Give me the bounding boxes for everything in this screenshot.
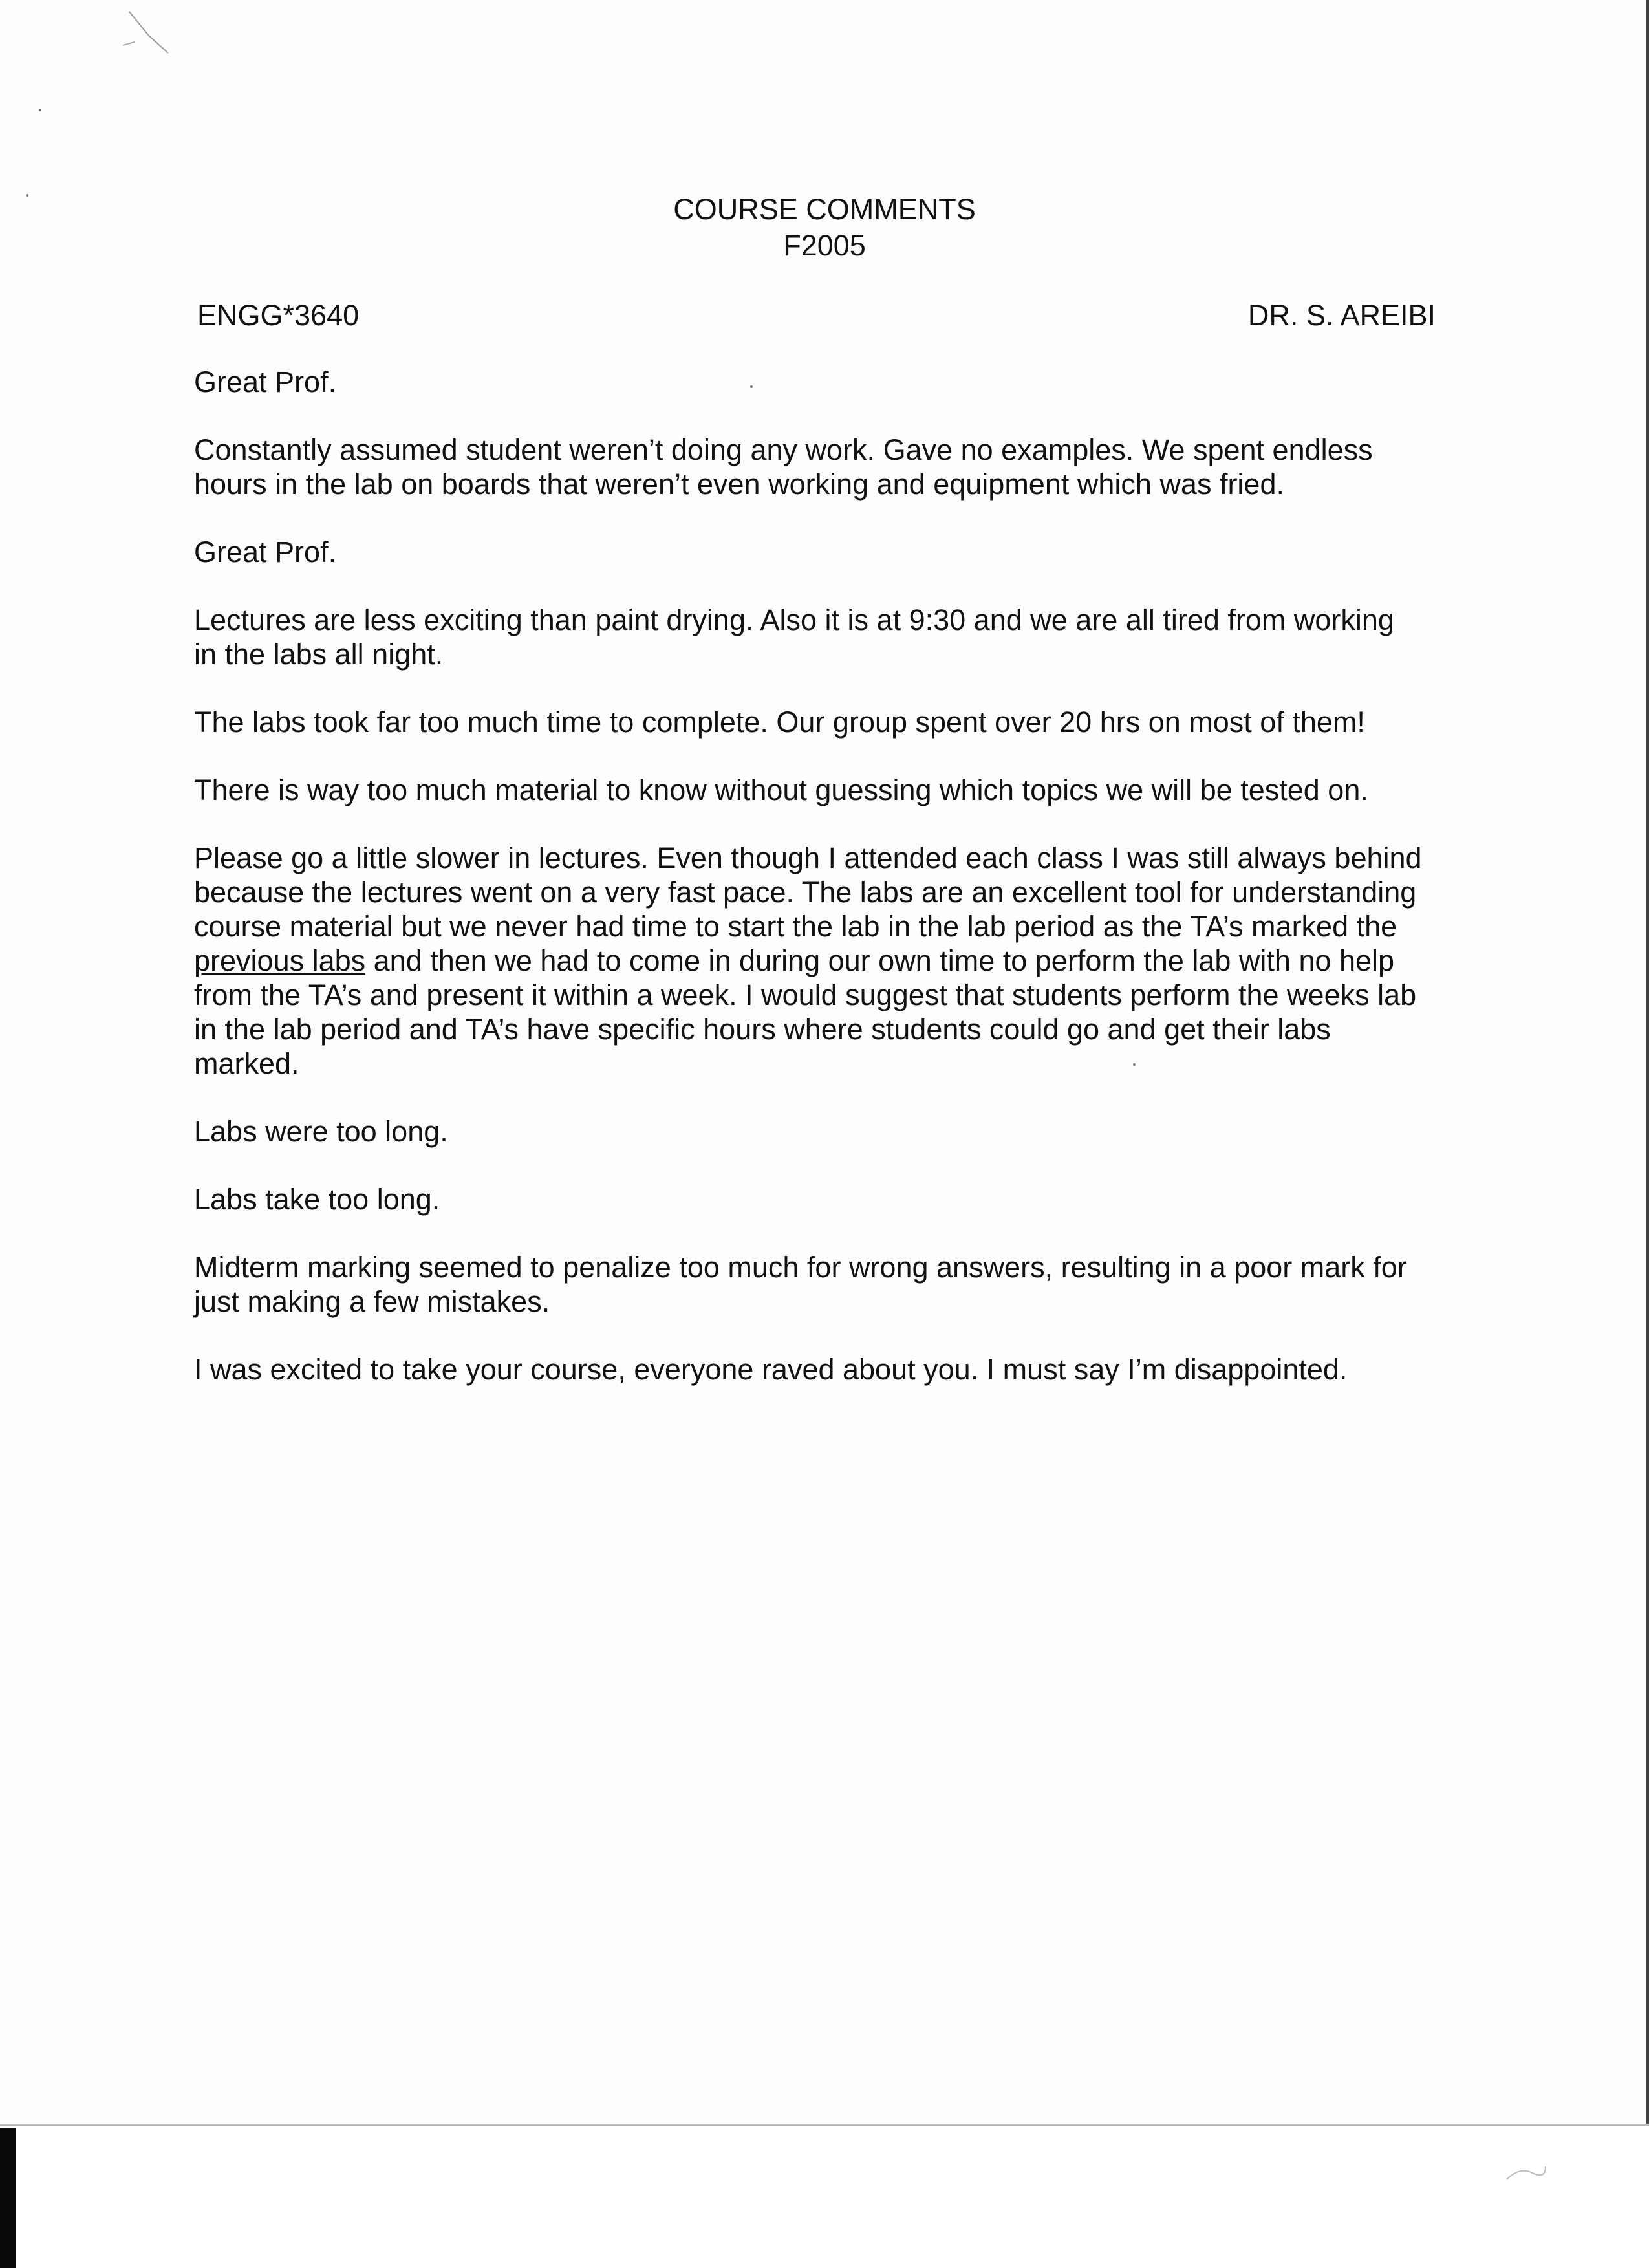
comment-line: Great Prof.	[194, 365, 337, 398]
comment-item	[194, 773, 1455, 807]
scan-mark	[123, 6, 181, 58]
instructor-name: DR. S. AREIBI	[1247, 299, 1436, 332]
comment-line-rest: and then we had to come in during our own time to perform the lab with no help	[365, 944, 1395, 977]
comment-line: in the lab period and TA’s have specific hours where students could go and get their labs	[194, 1013, 1331, 1046]
comment-line: Midterm marking seemed to penalize too much for wrong answers, resulting in a poor mark for	[194, 1251, 1407, 1284]
comment-line: I was excited to take your course, everyone raved about you. I must say I’m disappointed.	[194, 1353, 1348, 1386]
comment-line: in the labs all night.	[194, 638, 444, 671]
course-code: ENGG*3640	[197, 299, 360, 332]
comment-line: Labs were too long.	[194, 1115, 448, 1148]
comment-line: Great Prof.	[194, 535, 337, 568]
comment-line: course material but we never had time to start the lab in the lab period as the TA’s marked the	[194, 910, 1397, 943]
comment-item	[194, 1182, 1455, 1216]
scan-speck	[39, 109, 41, 111]
comment-line: There is way too much material to know without guessing which topics we will be tested on.	[194, 773, 1368, 806]
scan-mark-bottom-right	[1500, 2154, 1552, 2192]
scan-edge-bottom	[0, 2124, 1649, 2126]
comment-line: from the TA’s and present it within a week. I would suggest that students perform the weeks lab	[194, 978, 1417, 1011]
comment-line	[194, 944, 1455, 978]
comment-line: just making a few mistakes.	[194, 1285, 550, 1318]
comment-item	[194, 1250, 1455, 1319]
comment-item	[194, 365, 1455, 399]
scan-edge-right	[1646, 0, 1649, 2125]
comment-item	[194, 1352, 1455, 1387]
comments-list	[194, 365, 1455, 1420]
comment-line: Please go a little slower in lectures. Even though I attended each class I was still always behind	[194, 841, 1422, 874]
document-term: F2005	[783, 229, 866, 262]
comment-item	[194, 603, 1455, 671]
comment-item	[194, 841, 1455, 1081]
comment-line: The labs took far too much time to complete. Our group spent over 20 hrs on most of them!	[194, 706, 1365, 739]
comment-line: Labs take too long.	[194, 1183, 440, 1216]
comment-item	[194, 1114, 1455, 1149]
underlined-phrase: previous labs	[194, 944, 366, 977]
comment-item	[194, 535, 1455, 569]
comment-line: marked.	[194, 1047, 299, 1080]
comment-line: Constantly assumed student weren’t doing any work. Gave no examples. We spent endless	[194, 433, 1373, 466]
comment-line: hours in the lab on boards that weren’t even working and equipment which was fried.	[194, 468, 1284, 501]
comment-line: Lectures are less exciting than paint drying. Also it is at 9:30 and we are all tired from working	[194, 603, 1394, 636]
scan-edge-left	[0, 2128, 16, 2268]
document-header	[0, 191, 1649, 264]
comment-item	[194, 433, 1455, 501]
comment-item	[194, 705, 1455, 739]
comment-line: because the lectures went on a very fast pace. The labs are an excellent tool for understanding	[194, 876, 1417, 909]
document-title: COURSE COMMENTS	[673, 193, 976, 226]
